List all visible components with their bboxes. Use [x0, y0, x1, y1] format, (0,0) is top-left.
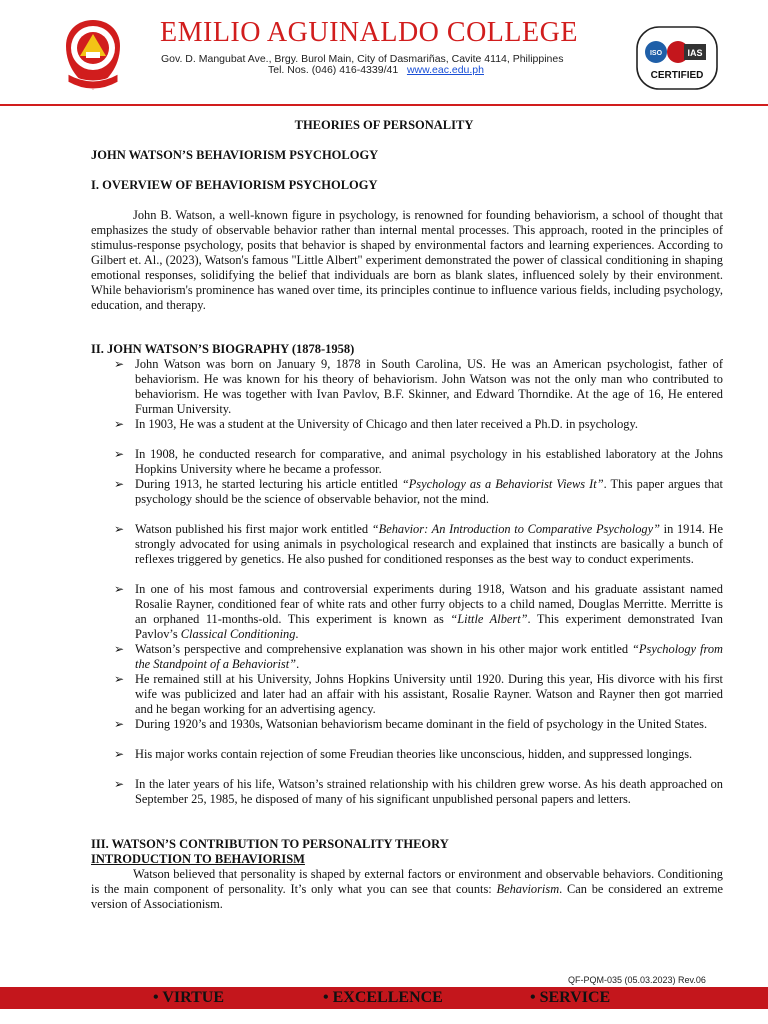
experiment-name: “Little Albert” — [450, 612, 528, 626]
arrow-bullet-icon: ➢ — [114, 357, 125, 371]
telephone-numbers: Tel. Nos. (046) 416-4339/41 — [268, 64, 399, 76]
list-item-text: During 1913, he started lecturing his article entitled — [135, 477, 402, 491]
list-item-text: During 1920’s and 1930s, Watsonian behaviorism became dominant in the field of psychology in the United States. — [135, 717, 708, 731]
website-link[interactable]: www.eac.edu.ph — [406, 64, 484, 76]
list-item — [114, 447, 723, 477]
arrow-bullet-icon: ➢ — [114, 642, 125, 656]
list-item — [114, 357, 723, 417]
college-name: EMILIO AGUINALDO COLLEGE — [160, 17, 578, 48]
book-title: “Psychology from the Standpoint of a Behaviorist” — [135, 642, 723, 671]
list-item — [114, 672, 723, 717]
list-item — [114, 417, 723, 432]
article-title: “Psychology as a Behaviorist Views It” — [401, 477, 604, 491]
behaviorism-paragraph — [91, 867, 723, 912]
section-heading-overview: I. OVERVIEW OF BEHAVIORISM PSYCHOLOGY — [91, 178, 378, 192]
footer-virtue: • VIRTUE — [153, 989, 224, 1006]
footer-service: • SERVICE — [530, 989, 611, 1006]
iso-ias-certified-badge — [636, 26, 718, 90]
college-seal-logo — [58, 16, 128, 96]
document-title: THEORIES OF PERSONALITY — [294, 118, 474, 132]
header-divider — [0, 104, 768, 106]
concept-name: Classical Conditioning — [180, 627, 296, 641]
list-item — [114, 522, 723, 567]
arrow-bullet-icon: ➢ — [114, 447, 125, 461]
iso-label: ISO — [649, 50, 663, 57]
arrow-bullet-icon: ➢ — [114, 747, 125, 761]
list-item-text: In the later years of his life, Watson’s strained relationship with his children grew worse. As his death approached on September 25, 1985, he disposed of many of his significant unpublished personal papers and letters. — [135, 777, 723, 806]
paragraph-text: . Can be considered an extreme version of Associationism. — [91, 882, 723, 911]
list-item-text: He remained still at his University, Johns Hopkins University until 1920. During this year, His divorce with his first wife was publicized and later had an affair with his assistant, Rosalie Rayner. Watson and Rayner then got married and he began working for an advertising agency. — [135, 672, 723, 716]
list-item-text: Watson published his first major work entitled — [135, 522, 372, 536]
list-item — [114, 477, 723, 507]
overview-paragraph: John B. Watson, a well-known figure in psychology, is renowned for founding behaviorism, a school of thought that emphasizes the study of observable behavior rather than internal mental processes. This approach, rooted in the principles of stimulus-response psychology, posits that behavior is shaped by environmental factors and learning experiences. According to Gilbert et. Al., (2023), Watson's famous "Little Albert" experiment demonstrated the power of classical conditioning in shaping emotional responses, solidifying the belief that individuals are born as blank slates, influenced solely by their environment. While behaviorism's prominence has waned over time, its principles continue to influence various fields, including psychology, education, and therapy. — [91, 208, 723, 312]
list-item-text: His major works contain rejection of some Freudian theories like unconscious, hidden, and suppressed longings. — [135, 747, 693, 761]
college-address: Gov. D. Mangubat Ave., Brgy. Burol Main, City of Dasmariñas, Cavite 4114, Philippines — [161, 53, 564, 65]
document-subtitle: JOHN WATSON’S BEHAVIORISM PSYCHOLOGY — [91, 148, 379, 162]
arrow-bullet-icon: ➢ — [114, 777, 125, 791]
form-code: QF-PQM-035 (05.03.2023) Rev.06 — [568, 975, 706, 985]
paragraph-text: Watson believed that personality is shaped by external factors or environment and observable behaviors. Conditioning is the main component of personality. It’s only what you can see that counts: — [91, 867, 723, 896]
certified-label: CERTIFIED — [650, 70, 704, 81]
list-item-text: In one of his most famous and controversial experiments during 1918, Watson and his graduate assistant named Rosalie Rayner, conditioned fear of white rats and other furry objects to a child named, Douglas Merritte. Merritte is an orphaned 11-months-old. This experiment is known as — [135, 582, 723, 626]
arrow-bullet-icon: ➢ — [114, 582, 125, 596]
list-item-text: . — [296, 657, 300, 671]
arrow-bullet-icon: ➢ — [114, 477, 125, 491]
arrow-bullet-icon: ➢ — [114, 717, 125, 731]
term-behaviorism: Behaviorism — [496, 882, 560, 896]
list-item-text: in 1914. He strongly advocated for using animals in psychological research and explained that instincts are basically a bunch of reflexes triggered by genetics. He also pushed for conditioned responses as the best way to conduct experiments. — [135, 522, 723, 566]
list-item — [114, 747, 723, 762]
list-item-text: In 1903, He was a student at the University of Chicago and then later received a Ph.D. in psychology. — [135, 417, 638, 431]
footer-excellence: • EXCELLENCE — [323, 989, 443, 1006]
list-item-text: Watson’s perspective and comprehensive explanation was shown in his other major work entitled — [135, 642, 633, 656]
list-item — [114, 717, 723, 732]
book-title: “Behavior: An Introduction to Comparative Psychology” — [371, 522, 660, 536]
list-item — [114, 777, 723, 807]
list-item-text: . This experiment demonstrated Ivan Pavlov’s — [135, 612, 723, 641]
letterhead — [0, 0, 768, 104]
section-heading-biography: II. JOHN WATSON’S BIOGRAPHY (1878-1958) — [91, 342, 355, 356]
ias-label: IAS — [687, 48, 703, 58]
college-contact — [268, 64, 484, 76]
subsection-heading-text: INTRODUCTION TO BEHAVIORISM — [91, 852, 305, 866]
list-item-text: . This paper argues that psychology should be the science of observable behavior, not the mind. — [135, 477, 723, 506]
list-item — [114, 642, 723, 672]
list-item-text: . — [295, 627, 299, 641]
section-heading-contribution: III. WATSON’S CONTRIBUTION TO PERSONALITY THEORY — [91, 837, 449, 851]
list-item-text: John Watson was born on January 9, 1878 in South Carolina, US. He was an American psychologist, father of behaviorism. He was known for his theory of behaviorism. John Watson was not the only man who contributed to behaviorism. He was together with Ivan Pavlov, B.F. Skinner, and Edward Thorndike. At the age of 16, He entered Furman University. — [135, 357, 723, 416]
list-item — [114, 582, 723, 642]
arrow-bullet-icon: ➢ — [114, 522, 125, 536]
subsection-heading-behaviorism — [91, 852, 305, 867]
arrow-bullet-icon: ➢ — [114, 672, 125, 686]
arrow-bullet-icon: ➢ — [114, 417, 125, 431]
list-item-text: In 1908, he conducted research for comparative, and animal psychology in his established laboratory at the Johns Hopkins University where he became a professor. — [135, 447, 723, 476]
